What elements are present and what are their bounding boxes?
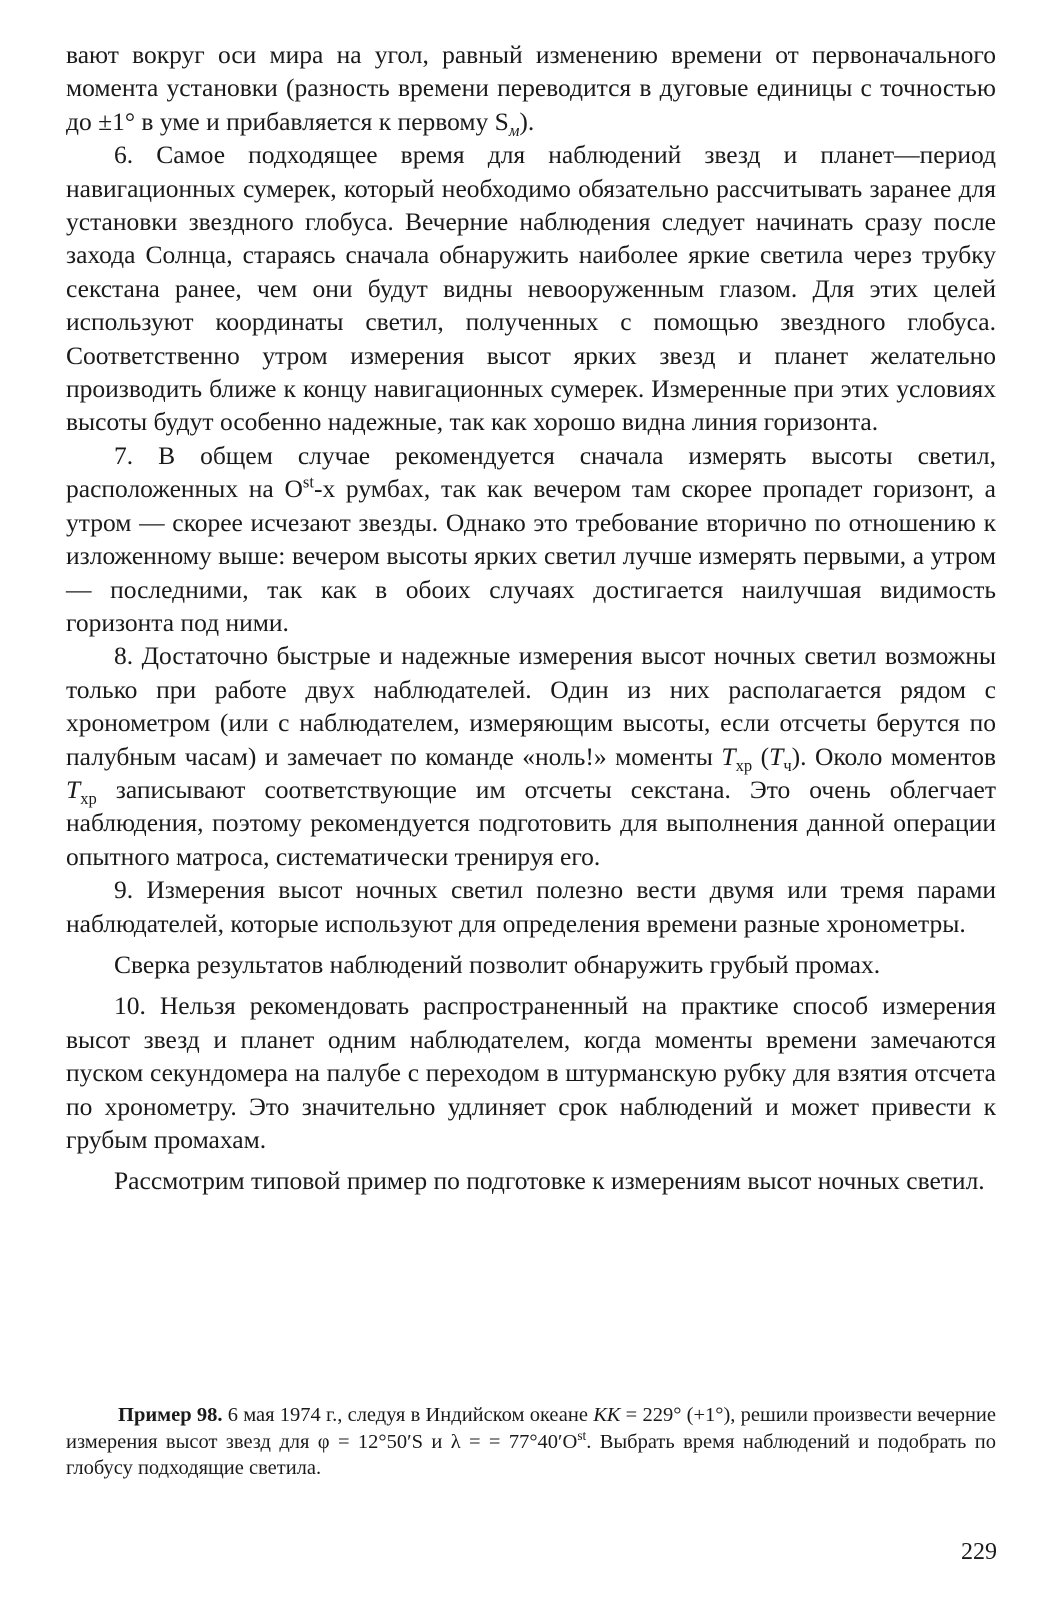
paragraph-tail: ). bbox=[519, 106, 535, 136]
paragraph-text: -х румбах, так как вечером там скорее пропадет горизонт, а утром — скорее исчезают звезды. Однако это требование вторично по отношению к изложенному выше: вечером высоты ярких светил лучше измерять первыми, а утром — последними, так как в обоих случаях достигается наилучшая видимость горизонта под ними. bbox=[66, 474, 996, 637]
example-text: = 229° (+1°), решили произвести вечерние измерения высот звезд для φ = 12°50′S и λ = = 77°40′O bbox=[66, 1404, 997, 1453]
paragraph-8 bbox=[66, 639, 996, 873]
paragraph-text: 9. Измерения высот ночных светил полезно вести двумя или тремя парами наблюдателей, которые используют для определения времени разные хронометры. bbox=[66, 875, 996, 938]
example-label: Пример 98. bbox=[118, 1404, 223, 1426]
variable: КК bbox=[593, 1404, 621, 1426]
page-number: 229 bbox=[961, 1539, 997, 1565]
subscript: хр bbox=[80, 789, 97, 809]
variable: T bbox=[769, 741, 784, 771]
subscript: ч bbox=[783, 755, 792, 775]
paragraph-verification bbox=[66, 948, 996, 981]
subscript: хр bbox=[735, 755, 753, 775]
superscript: st bbox=[577, 1427, 587, 1443]
paragraph-6 bbox=[66, 138, 996, 439]
paragraph-text: Сверка результатов наблюдений позволит обнаружить грубый промах. bbox=[114, 949, 881, 979]
example-text: . Выбрать время наблюдений и подобрать по глобусу подходящие светила. bbox=[66, 1430, 996, 1479]
paragraph-text: ). Около моментов bbox=[791, 741, 996, 771]
subscript: м bbox=[508, 120, 520, 140]
example-block bbox=[66, 1402, 996, 1482]
paragraph-text: Рассмотрим типовой пример по подготовке к измерениям высот ночных светил. bbox=[114, 1166, 985, 1196]
paragraph-continuation bbox=[66, 38, 996, 138]
paragraph-text: ( bbox=[752, 741, 770, 771]
paragraph-text: записывают соответствующие им отсчеты секстана. Это очень облегчает наблюдения, поэтому рекомендуется подготовить для выполнения данной операции опытного матроса, систематически тренируя его. bbox=[66, 774, 996, 871]
paragraph-text: 10. Нельзя рекомендовать распространенный на практике способ измерения высот звезд и планет одним наблюдателем, когда моменты времени замечаются пуском секундомера на палубе с переходом в штурманскую рубку для взятия отсчета по хронометру. Это значительно удлиняет срок наблюдений и может привести к грубым промахам. bbox=[66, 991, 996, 1154]
paragraph-text: 8. Достаточно быстрые и надежные измерения высот ночных светил возможны только при работе двух наблюдателей. Один из них располагается рядом с хронометром (или с наблюдателем, измеряющим высоты, если отсчеты берутся по палубным часам) и замечает по команде «ноль!» моменты bbox=[66, 641, 996, 771]
paragraph-9 bbox=[66, 873, 996, 940]
variable: T bbox=[721, 741, 736, 771]
paragraph-text: 6. Самое подходящее время для наблюдений звезд и планет—период навигационных сумерек, который необходимо обязательно рассчитывать заранее для установки звездного глобуса. Вечерние наблюдения следует начинать сразу после захода Солнца, стараясь сначала обнаружить наиболее яркие светила через трубку секстана ранее, чем они будут видны невооруженным глазом. Для этих целей используют координаты светил, полученных с помощью звездного глобуса. Соответственно утром измерения высот ярких звезд и планет желательно производить ближе к концу навигационных сумерек. Измеренные при этих условиях высоты будут особенно надежные, так как хорошо видна линия горизонта. bbox=[66, 140, 996, 437]
paragraph-text: вают вокруг оси мира на угол, равный изменению времени от первоначального момента установки (разность времени переводится в дуговые единицы с точностью до ±1° в уме и прибавляется к первому S bbox=[66, 40, 996, 136]
example-text: 6 мая 1974 г., следуя в Индийском океане bbox=[222, 1404, 594, 1426]
variable: T bbox=[66, 774, 81, 804]
paragraph-text: 7. В общем случае рекомендуется сначала измерять высоты светил, расположенных на O bbox=[66, 440, 996, 504]
paragraph-example-intro bbox=[66, 1164, 996, 1197]
paragraph-7 bbox=[66, 439, 996, 639]
superscript: st bbox=[302, 472, 314, 492]
document-body bbox=[66, 38, 996, 1198]
paragraph-10 bbox=[66, 989, 996, 1156]
